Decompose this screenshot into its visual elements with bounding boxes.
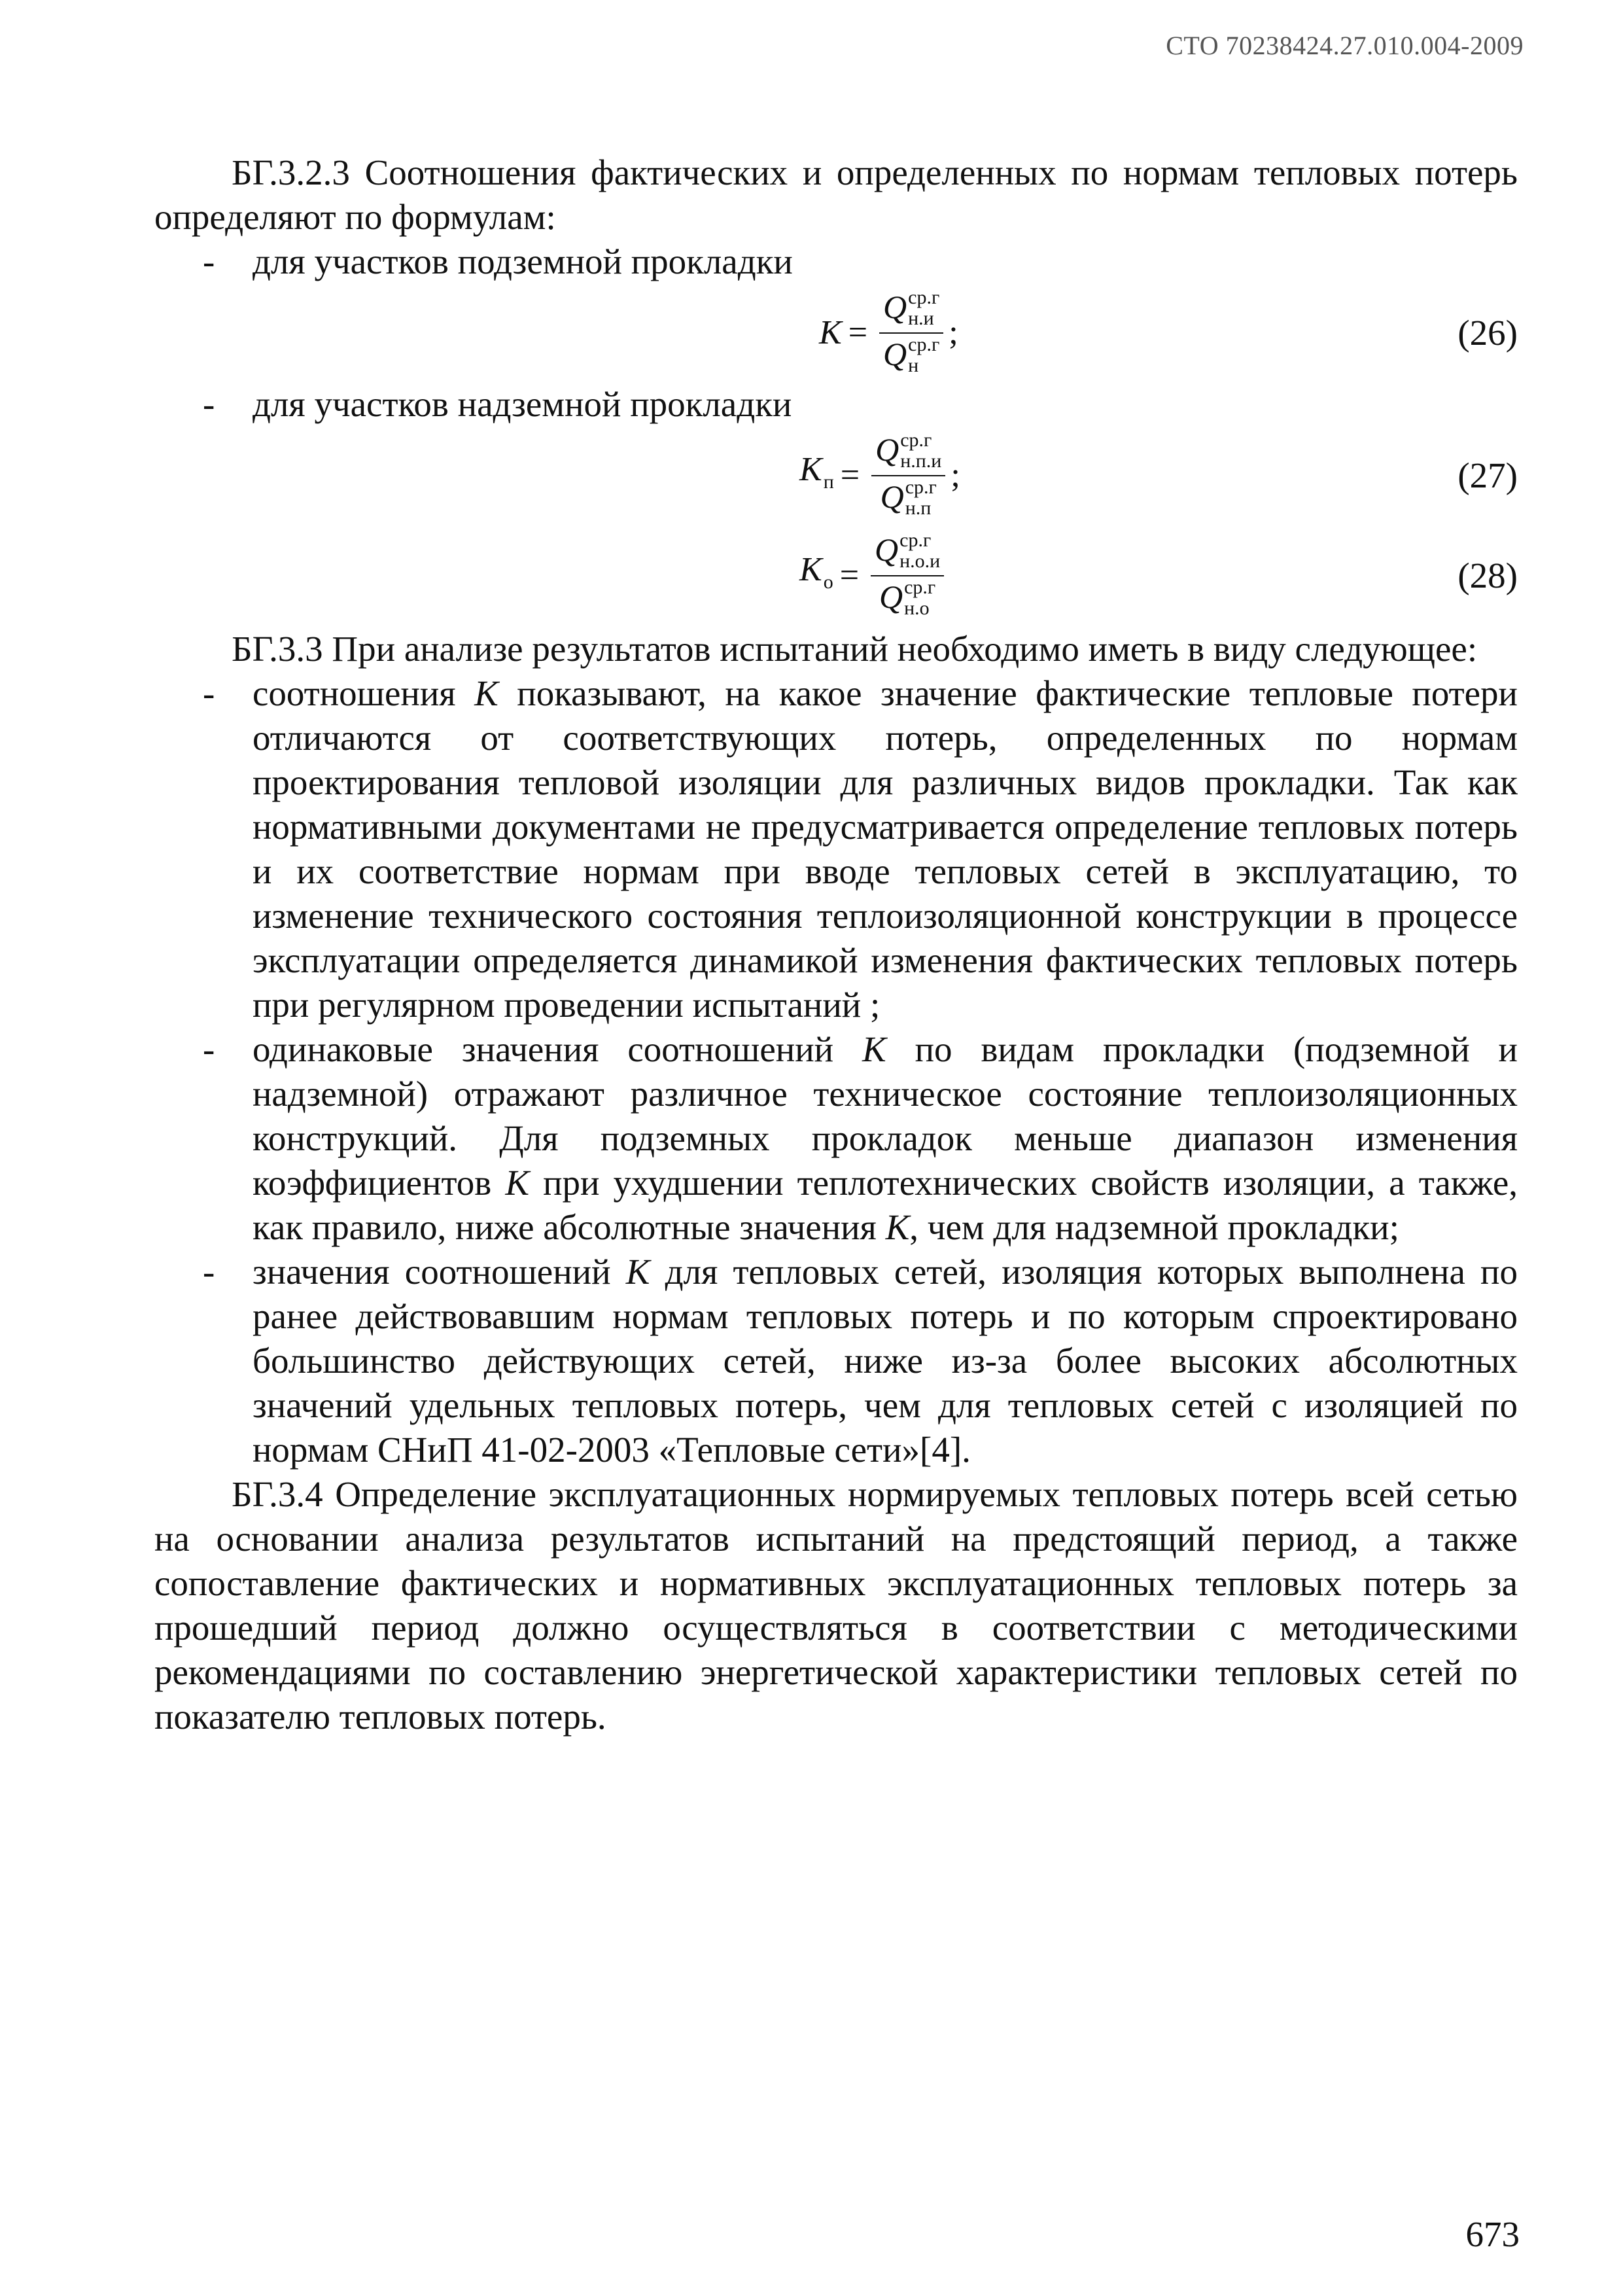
page-body <box>154 150 1518 1739</box>
paragraph-bg-3-2-3: БГ.3.2.3 Соотношения фактических и определенных по нормам тепловых потерь определяют по формулам: <box>154 152 1518 237</box>
page-number: 673 <box>1465 2214 1520 2254</box>
denominator <box>879 334 943 376</box>
text-run: значения соотношений <box>253 1252 626 1292</box>
lhs-subscript: п <box>823 470 834 493</box>
formula-lhs: K <box>819 314 842 351</box>
text-run: , чем для надземной прокладки; <box>909 1207 1399 1247</box>
list-dash: - <box>203 384 215 424</box>
q-symbol: Q <box>875 531 899 568</box>
list-item-ratio-meaning <box>154 671 1518 1027</box>
fraction <box>871 529 944 619</box>
formula-27 <box>154 427 1518 525</box>
subscript: н.п <box>905 497 932 519</box>
list-dash: - <box>203 1029 215 1069</box>
document-code: СТО 70238424.27.010.004-2009 <box>1166 31 1524 60</box>
formula-terminator: ; <box>951 457 960 494</box>
formula-terminator: ; <box>949 314 958 351</box>
list-dash: - <box>203 241 215 281</box>
q-symbol: Q <box>875 431 899 468</box>
list-dash: - <box>203 673 215 713</box>
formula-26 <box>154 284 1518 382</box>
text-run: для тепловых сетей, изоляция которых выполнена по ранее действовавшим нормам тепловых потерь и по которым спроектировано большинство действующих сетей, ниже из-за более высоких абсолютных значений удельных тепловых потерь, чем для тепловых сетей с изоляцией по нормам СНиП 41-02-2003 «Тепловые сети»[4]. <box>253 1252 1518 1470</box>
subscript: н.о.и <box>899 550 941 572</box>
subscript: н.о <box>904 597 930 619</box>
text-run: показывают, на какое значение фактические тепловые потери отличаются от соответствующих потерь, определенных по нормам проектирования тепловой изоляции для различных видов прокладки. Так как нормативными документами не предусматривается определение тепловых потерь и их соответствие нормам при вводе тепловых сетей в эксплуатацию, то изменение технического состояния теплоизоляционной конструкции в процессе эксплуатации определяется динамикой изменения фактических тепловых потерь при регулярном проведении испытаний ; <box>253 673 1518 1025</box>
k-symbol: K <box>885 1207 910 1247</box>
superscript: ср.г <box>904 576 936 598</box>
fraction <box>879 287 943 376</box>
fraction <box>871 429 945 519</box>
denominator <box>875 576 939 619</box>
equation-number: (27) <box>1457 455 1518 495</box>
denominator <box>877 476 941 519</box>
k-symbol: K <box>474 673 498 713</box>
q-symbol: Q <box>880 478 904 515</box>
text-run: одинаковые значения соотношений <box>253 1029 862 1069</box>
k-symbol: K <box>862 1029 886 1069</box>
text-run: соотношения <box>253 673 475 713</box>
list-dash: - <box>203 1252 215 1292</box>
list-item-equal-ratios <box>154 1027 1518 1250</box>
text-run: при ухудшении теплотехнических свойств изоляции, а также, как правило, ниже абсолютные значения <box>253 1163 1518 1247</box>
list-item-underground <box>154 239 1518 284</box>
superscript: ср.г <box>900 429 932 451</box>
subscript: н.и <box>908 308 934 329</box>
paragraph-bg-3-3: БГ.3.3 При анализе результатов испытаний необходимо иметь в виду следующее: <box>232 629 1478 669</box>
q-symbol: Q <box>883 289 907 325</box>
formula-28 <box>154 525 1518 627</box>
numerator <box>871 529 944 572</box>
list-item-label: для участков подземной прокладки <box>253 241 793 281</box>
list-item-old-norms <box>154 1250 1518 1472</box>
superscript: ср.г <box>908 287 940 308</box>
formula-lhs: $K_о$ <box>799 550 833 593</box>
k-symbol: K <box>505 1163 530 1203</box>
superscript: ср.г <box>908 334 940 355</box>
equation-number: (26) <box>1457 313 1518 353</box>
formula-lhs: $K_п$ <box>799 450 834 493</box>
equals-sign: = <box>848 314 868 351</box>
q-symbol: Q <box>879 578 903 615</box>
subscript: н <box>908 355 919 376</box>
subscript: н.п.и <box>900 450 942 472</box>
lhs-subscript: о <box>823 571 833 593</box>
text-run: по видам прокладки (подземной и надземной) отражают различное техническое состояние теплоизоляционных конструкций. Для подземных прокладок меньше диапазон изменения коэффициентов <box>253 1029 1518 1203</box>
superscript: ср.г <box>899 529 932 551</box>
numerator <box>879 287 943 329</box>
equals-sign: = <box>840 457 860 494</box>
superscript: ср.г <box>905 476 937 498</box>
k-symbol: K <box>625 1252 650 1292</box>
list-item-overground <box>154 382 1518 427</box>
list-item-label: для участков надземной прокладки <box>253 384 792 424</box>
equation-number: (28) <box>1457 556 1518 595</box>
equals-sign: = <box>839 557 860 594</box>
q-symbol: Q <box>883 336 907 372</box>
paragraph-bg-3-4: БГ.3.4 Определение эксплуатационных нормируемых тепловых потерь всей сетью на основании анализа результатов испытаний на предстоящий период, а также сопоставление фактических и нормативных эксплуатационных тепловых потерь за прошедший период должно осуществляться в соответствии с методическими рекомендациями по составлению энергетической характеристики тепловых сетей по показателю тепловых потерь. <box>154 1474 1518 1737</box>
numerator <box>871 429 945 472</box>
